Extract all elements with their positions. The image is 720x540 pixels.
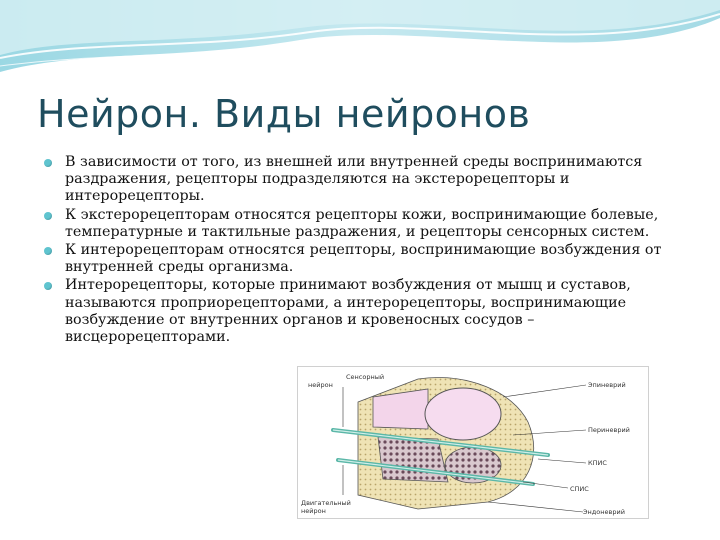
bullet-item: К экстерорецепторам относятся рецепторы кожи, воспринимающие болевые, температурные и тактильные раздражения, и рецепторы сенсорных систем. bbox=[44, 207, 664, 241]
nerve-diagram-figure bbox=[297, 366, 649, 519]
label-motor-neuron-1: Двигательный bbox=[301, 499, 351, 507]
nerve-cross-section-diagram bbox=[298, 367, 648, 518]
label-motor-neuron-2: нейрон bbox=[301, 507, 326, 515]
label-epineurium: Эпиневрий bbox=[588, 381, 626, 389]
bullet-list bbox=[44, 154, 664, 347]
label-perineurium: Периневрий bbox=[588, 426, 630, 434]
bullet-dot-icon bbox=[44, 247, 52, 255]
label-sensory-neuron-1: Сенсорный bbox=[346, 373, 385, 381]
bullet-item: Интерорецепторы, которые принимают возбуждения от мышц и суставов, называются проприорецепторами, а интерорецепторы, воспринимающие возбуждение от внутренних органов и кровеносных сосудов – висцерорецепторами. bbox=[44, 277, 664, 346]
label-endoneurium: Эндоневрий bbox=[583, 508, 625, 516]
bullet-dot-icon bbox=[44, 159, 52, 167]
decorative-wave-header bbox=[0, 0, 720, 90]
slide-title: Нейрон. Виды нейронов bbox=[37, 92, 531, 136]
label-sensory-neuron-2: нейрон bbox=[308, 381, 333, 389]
bullet-item: В зависимости от того, из внешней или внутренней среды воспринимаются раздражения, рецепторы подразделяются на экстерорецепторы и интерорецепторы. bbox=[44, 154, 664, 206]
bullet-dot-icon bbox=[44, 282, 52, 290]
bullet-dot-icon bbox=[44, 212, 52, 220]
label-kpis: КПИС bbox=[588, 459, 607, 467]
fascicle-oval-shape bbox=[425, 388, 501, 440]
label-spis: СПИС bbox=[570, 485, 589, 493]
bullet-item: К интерорецепторам относятся рецепторы, воспринимающие возбуждения от внутренней среды организма. bbox=[44, 242, 664, 276]
